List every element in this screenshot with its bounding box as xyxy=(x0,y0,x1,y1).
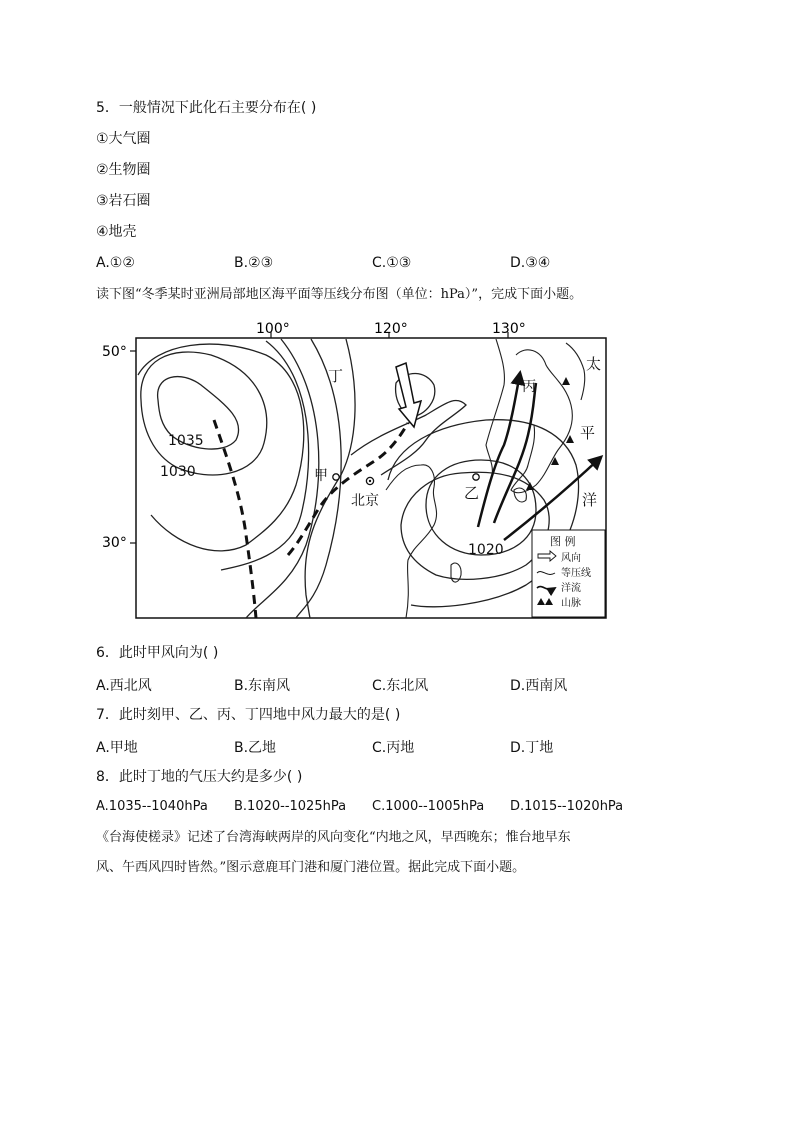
passage-line-1: 《台海使槎录》记述了台湾海峡两岸的风向变化“内地之风，早西晚东；惟台地早东 xyxy=(96,830,571,845)
legend-title: 图 例 xyxy=(550,535,576,548)
place-label-beijing: 北京 xyxy=(351,493,379,509)
q5-option-c: C.①③ xyxy=(372,255,412,271)
q7-option-b: B.乙地 xyxy=(234,740,277,756)
isobar-label-1035: 1035 xyxy=(168,433,204,449)
q6-option-b: B.东南风 xyxy=(234,678,291,694)
lon-label-100: 100° xyxy=(256,321,290,337)
point-beijing-dot xyxy=(369,480,371,482)
q5-stem: 5．一般情况下此化石主要分布在( ) xyxy=(96,100,317,116)
place-label-ding: 丁 xyxy=(328,367,344,385)
legend-current-label: 洋流 xyxy=(561,583,581,594)
map-intro: 读下图“冬季某时亚洲局部地区海平面等压线分布图（单位：hPa）”，完成下面小题。 xyxy=(96,287,583,302)
mountain-symbol-3 xyxy=(551,457,559,465)
ocean-char-yang: 洋 xyxy=(582,491,598,509)
q5-option-d: D.③④ xyxy=(510,255,551,271)
isobar-label-1020: 1020 xyxy=(468,542,504,558)
ocean-current-1 xyxy=(478,373,520,527)
q8-stem: 8．此时丁地的气压大约是多少( ) xyxy=(96,769,303,785)
coastline-korea xyxy=(486,339,504,475)
coastline-island xyxy=(514,488,526,502)
q8-option-b: B.1020--1025hPa xyxy=(234,799,347,814)
place-label-yi: 乙 xyxy=(464,484,480,502)
isobar-label-1030: 1030 xyxy=(160,464,196,480)
q6-option-d: D.西南风 xyxy=(510,678,568,694)
legend-wind-label: 风向 xyxy=(561,553,581,564)
isobar-ring-4 xyxy=(221,341,309,570)
place-label-bing: 丙 xyxy=(522,379,536,395)
q7-option-a: A.甲地 xyxy=(96,740,138,756)
q5-item-1: ①大气圈 xyxy=(96,131,151,147)
isobar-1020 xyxy=(426,460,536,555)
q5-option-a: A.①② xyxy=(96,255,135,271)
q7-option-c: C.丙地 xyxy=(372,740,415,756)
q5-option-b: B.②③ xyxy=(234,255,274,271)
mountain-symbol-1 xyxy=(562,377,570,385)
q5-item-3: ③岩石圈 xyxy=(96,193,151,209)
q6-option-a: A.西北风 xyxy=(96,678,152,694)
mountain-symbol-4 xyxy=(526,482,534,490)
point-yi xyxy=(473,474,479,480)
isobar-map xyxy=(96,315,626,625)
q6-option-c: C.东北风 xyxy=(372,678,429,694)
lat-label-50: 50° xyxy=(102,344,127,360)
front-line-west xyxy=(214,420,256,618)
lon-label-120: 120° xyxy=(374,321,408,337)
q8-option-d: D.1015--1020hPa xyxy=(510,799,624,814)
map-legend xyxy=(532,530,605,617)
isobar-ring-3 xyxy=(138,344,304,551)
legend-mountain-label: 山脉 xyxy=(561,598,581,609)
place-label-jia: 甲 xyxy=(314,468,328,484)
q7-stem: 7．此时刻甲、乙、丙、丁四地中风力最大的是( ) xyxy=(96,707,401,723)
ocean-char-tai: 太 xyxy=(586,355,602,373)
q6-stem: 6．此时甲风向为( ) xyxy=(96,645,219,661)
lat-label-30: 30° xyxy=(102,535,127,551)
wind-direction-arrow xyxy=(396,363,421,427)
legend-isobar-label: 等压线 xyxy=(561,568,591,579)
q8-option-a: A.1035--1040hPa xyxy=(96,799,208,814)
passage-line-2: 风、午西风四时皆然。”图示意鹿耳门港和厦门港位置。据此完成下面小题。 xyxy=(96,860,526,875)
coastline-sakhalin xyxy=(566,343,585,400)
q8-option-c: C.1000--1005hPa xyxy=(372,799,485,814)
q7-option-d: D.丁地 xyxy=(510,740,554,756)
ocean-char-ping: 平 xyxy=(580,424,596,442)
point-jia xyxy=(333,474,339,480)
lon-label-130: 130° xyxy=(492,321,526,337)
q5-item-4: ④地壳 xyxy=(96,224,137,240)
q5-item-2: ②生物圈 xyxy=(96,162,151,178)
